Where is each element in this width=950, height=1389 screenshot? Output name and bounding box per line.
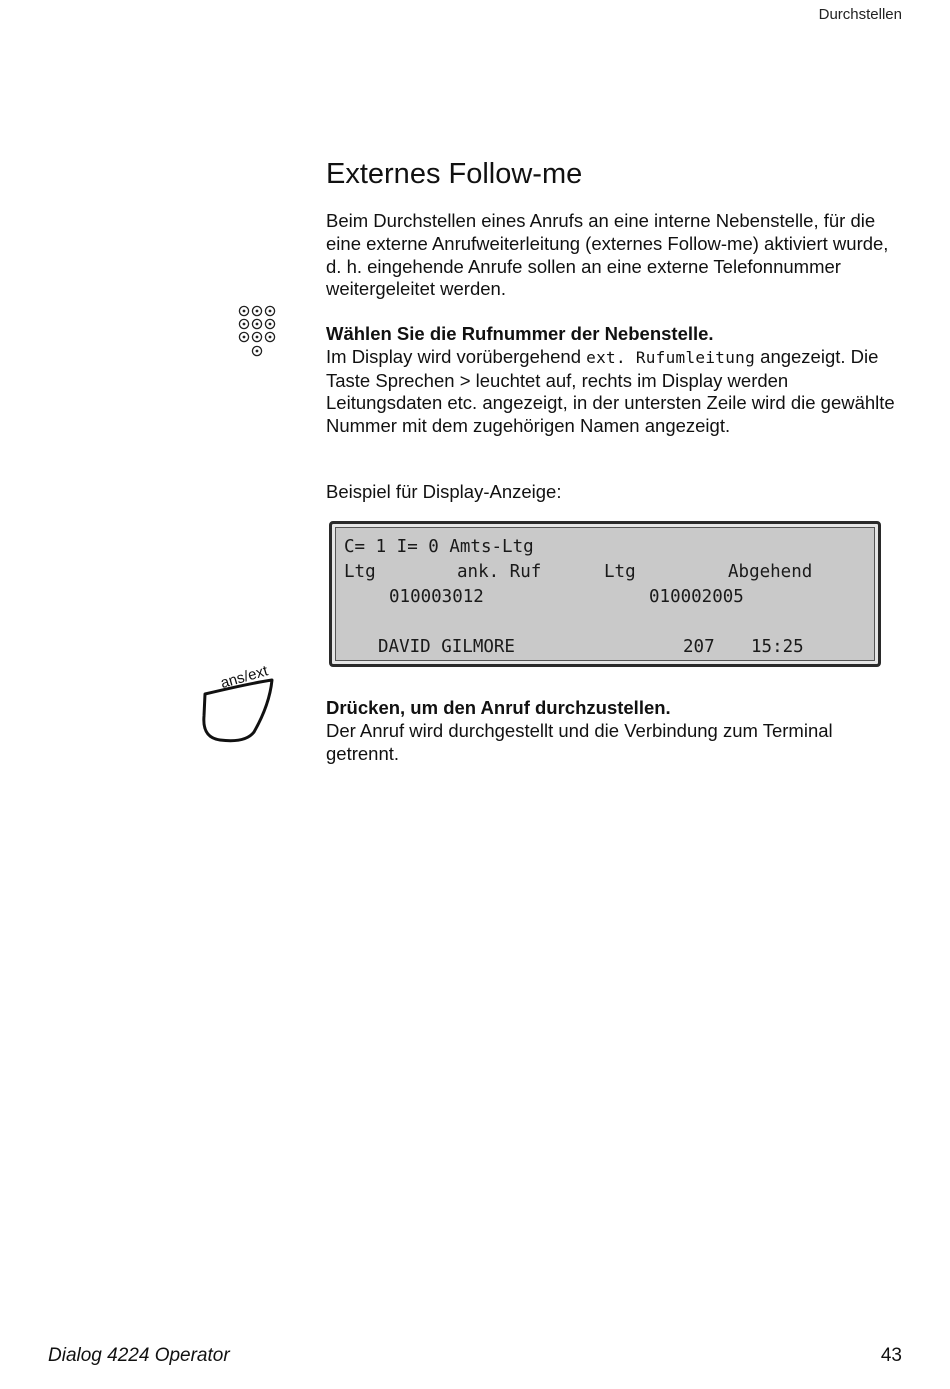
lcd-line-3-left-number: 010003012 <box>389 587 484 607</box>
intro-paragraph: Beim Durchstellen eines Anrufs an eine interne Nebenstelle, für die eine externe Anrufweiterleitung (externes Follow-me) aktiviert wurde, d. h. eingehende Anrufe sollen an eine externe Telefonnummer weitergeleitet werden. <box>326 210 889 300</box>
lcd-line-2-ank-ruf: ank. Ruf <box>457 562 542 582</box>
display-example-label: Beispiel für Display-Anzeige: <box>326 481 562 502</box>
lcd-line-3-right-number: 010002005 <box>649 587 744 607</box>
step-press-transfer <box>326 697 906 765</box>
step2-text: Der Anruf wird durchgestellt und die Verbindung zum Terminal getrennt. <box>326 719 833 764</box>
lcd-line-4-name: DAVID GILMORE <box>378 637 515 657</box>
step1-text-before: Im Display wird vorübergehend <box>326 345 587 367</box>
lcd-display <box>329 521 881 667</box>
step-dial-extension <box>326 323 906 438</box>
running-header: Durchstellen <box>818 6 902 23</box>
step2-heading: Drücken, um den Anruf durchzustellen. <box>326 697 671 718</box>
footer-document-title: Dialog 4224 Operator <box>48 1345 230 1366</box>
ans-ext-key-icon <box>196 656 278 751</box>
page-number: 43 <box>880 1345 902 1366</box>
lcd-line-4-extension: 207 <box>683 637 715 657</box>
display-text-inline: ext. Rufumleitung <box>586 347 756 367</box>
page-title: Externes Follow-me <box>326 158 583 190</box>
keypad-icon <box>238 305 278 364</box>
lcd-line-2-abgehend: Abgehend <box>728 562 813 582</box>
ans-ext-label: ans/ext <box>218 662 270 693</box>
lcd-line-2-ltg: Ltg <box>344 562 376 582</box>
lcd-line-1: C= 1 I= 0 Amts-Ltg <box>344 537 534 557</box>
step1-heading: Wählen Sie die Rufnummer der Nebenstelle. <box>326 323 714 344</box>
lcd-line-4-time: 15:25 <box>751 637 804 657</box>
step1-text-after: angezeigt. Die Taste Sprechen > leuchtet auf, rechts im Display werden Leitungsdaten etc. angezeigt, in der untersten Zeile wird die gewählte Nummer mit dem zugehörigen Namen angezeigt. <box>326 345 895 437</box>
lcd-line-2-ltg-right: Ltg <box>604 562 636 582</box>
